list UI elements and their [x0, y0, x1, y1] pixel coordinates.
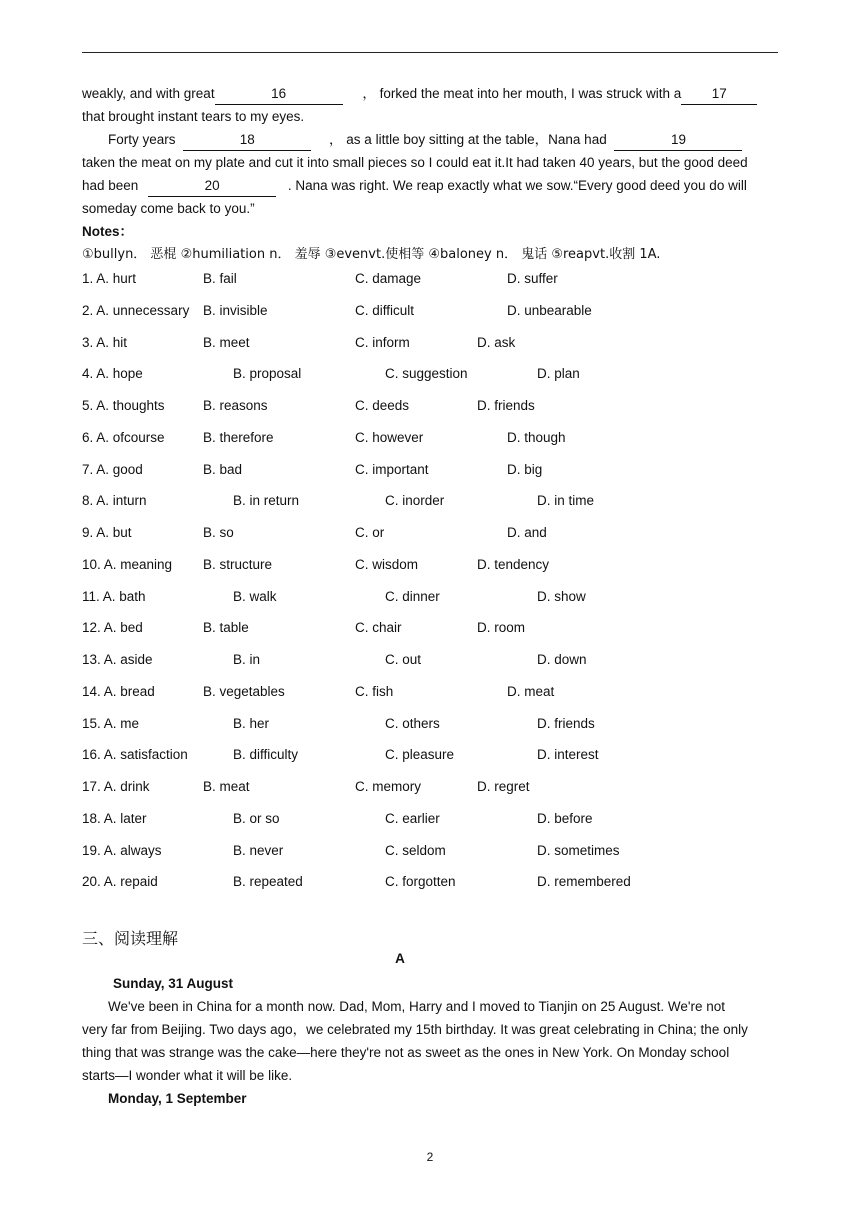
page-number: 2 — [426, 1150, 434, 1164]
question-2-option-a[interactable]: 2. A. unnecessary — [82, 302, 190, 318]
question-20-option-a[interactable]: 20. A. repaid — [82, 874, 158, 890]
question-10-option-c[interactable]: C. wisdom — [355, 556, 419, 572]
passage-text: weakly, and with great — [82, 86, 215, 101]
question-19-option-d[interactable]: D. sometimes — [537, 842, 620, 858]
question-18-option-a[interactable]: 18. A. later — [82, 810, 147, 826]
question-4-option-d[interactable]: D. plan — [537, 366, 580, 382]
question-2-option-c[interactable]: C. difficult — [355, 302, 415, 318]
question-8-option-c[interactable]: C. inorder — [385, 493, 445, 509]
question-17-option-d[interactable]: D. regret — [477, 779, 530, 794]
passage-line-4: taken the meat on my plate and cut it into small pieces so I could eat it.It had taken 40 years, but the good deed — [82, 155, 748, 170]
question-1-option-a[interactable]: 1. A. hurt — [82, 271, 137, 286]
question-10-option-a[interactable]: 10. A. meaning — [82, 556, 173, 572]
passage-line-1 — [82, 84, 757, 105]
question-1-option-b[interactable]: B. fail — [203, 271, 237, 286]
question-5-option-b[interactable]: B. reasons — [203, 398, 268, 413]
diary-date-1: Sunday, 31 August — [113, 976, 234, 991]
passage-line-6: someday come back to you.” — [82, 201, 255, 216]
question-2-option-b[interactable]: B. invisible — [203, 302, 268, 318]
question-10-option-b[interactable]: B. structure — [203, 556, 273, 572]
question-13-option-a[interactable]: 13. A. aside — [82, 652, 153, 667]
question-19-option-b[interactable]: B. never — [233, 842, 284, 858]
question-3-option-c[interactable]: C. inform — [355, 334, 410, 350]
passage-text: . Nana was right. We reap exactly what we sow.“Every good deed you do will — [287, 178, 747, 193]
passage-text: ， as a little boy sitting at the table，Nana had — [329, 132, 607, 147]
question-20-option-c[interactable]: C. forgotten — [385, 874, 456, 890]
reading-line-2: very far from Beijing. Two days ago，we celebrated my 15th birthday. It was great celebrating in China; the only — [82, 1022, 748, 1037]
blank-16[interactable]: 16 — [215, 84, 343, 105]
question-18-option-d[interactable]: D. before — [537, 810, 593, 826]
question-7-option-c[interactable]: C. important — [355, 461, 429, 477]
question-5-option-a[interactable]: 5. A. thoughts — [82, 398, 165, 413]
question-14-option-b[interactable]: B. vegetables — [203, 683, 285, 699]
question-3-option-a[interactable]: 3. A. hit — [82, 334, 128, 350]
question-12-option-d[interactable]: D. room — [477, 620, 526, 636]
question-12-option-c[interactable]: C. chair — [355, 620, 402, 636]
question-18-option-c[interactable]: C. earlier — [385, 810, 440, 826]
question-11-option-d[interactable]: D. show — [537, 588, 586, 604]
question-17-option-a[interactable]: 17. A. drink — [82, 779, 150, 794]
passage-text: Forty years — [108, 132, 176, 147]
question-9-option-b[interactable]: B. so — [203, 525, 234, 540]
question-8-option-b[interactable]: B. in return — [233, 493, 300, 509]
question-9-option-d[interactable]: D. and — [507, 525, 547, 540]
question-8-option-a[interactable]: 8. A. inturn — [82, 493, 147, 509]
blank-20[interactable]: 20 — [148, 176, 276, 197]
question-4-option-c[interactable]: C. suggestion — [385, 366, 468, 382]
reading-line-3: thing that was strange was the cake—here they're not as sweet as the ones in New York. On Monday school — [82, 1045, 730, 1060]
passage-text: had been — [82, 178, 139, 193]
question-15-option-c[interactable]: C. others — [385, 715, 440, 731]
question-10-option-d[interactable]: D. tendency — [477, 556, 550, 572]
notes-title: Notes： — [82, 224, 134, 239]
reading-line-1: We've been in China for a month now. Dad, Mom, Harry and I moved to Tianjin on 25 August. We're not — [108, 999, 725, 1014]
question-7-option-d[interactable]: D. big — [507, 461, 543, 477]
question-14-option-c[interactable]: C. fish — [355, 683, 394, 699]
question-4-option-a[interactable]: 4. A. hope — [82, 366, 143, 382]
question-4-option-b[interactable]: B. proposal — [233, 366, 302, 382]
question-20-option-b[interactable]: B. repeated — [233, 874, 303, 890]
question-7-option-a[interactable]: 7. A. good — [82, 461, 143, 477]
question-16-option-c[interactable]: C. pleasure — [385, 747, 455, 763]
section-title: 三、阅读理解 — [82, 929, 179, 948]
question-15-option-d[interactable]: D. friends — [537, 715, 595, 731]
notes-items: ①bullyn． 恶棍 ②humiliation n． 羞辱 ③evenvt.使相等 ④baloney n． 鬼话 ⑤reapvt.收割 1A. — [82, 247, 661, 262]
question-11-option-c[interactable]: C. dinner — [385, 588, 440, 604]
question-3-option-b[interactable]: B. meet — [203, 334, 250, 350]
question-15-option-b[interactable]: B. her — [233, 715, 270, 731]
question-2-option-d[interactable]: D. unbearable — [507, 302, 592, 318]
question-16-option-d[interactable]: D. interest — [537, 747, 599, 763]
question-11-option-a[interactable]: 11. A. bath — [82, 588, 146, 604]
question-5-option-d[interactable]: D. friends — [477, 398, 535, 413]
question-12-option-a[interactable]: 12. A. bed — [82, 620, 143, 636]
blank-17[interactable]: 17 — [681, 84, 757, 105]
blank-18[interactable]: 18 — [183, 130, 311, 151]
header-rule — [82, 52, 778, 53]
passage-line-2: that brought instant tears to my eyes. — [82, 109, 305, 124]
diary-date-2: Monday, 1 September — [108, 1091, 247, 1106]
question-1-option-d[interactable]: D. suffer — [507, 271, 558, 286]
question-13-option-b[interactable]: B. in — [233, 652, 261, 667]
question-14-option-d[interactable]: D. meat — [507, 683, 555, 699]
question-12-option-b[interactable]: B. table — [203, 620, 249, 636]
question-6-option-c[interactable]: C. however — [355, 429, 424, 445]
question-6-option-d[interactable]: D. though — [507, 429, 566, 445]
question-13-option-d[interactable]: D. down — [537, 652, 587, 667]
question-11-option-b[interactable]: B. walk — [233, 588, 277, 604]
question-6-option-a[interactable]: 6. A. ofcourse — [82, 429, 165, 445]
part-label: A — [395, 951, 405, 966]
question-15-option-a[interactable]: 15. A. me — [82, 715, 140, 731]
reading-line-4: starts—I wonder what it will be like. — [82, 1068, 293, 1083]
question-16-option-b[interactable]: B. difficulty — [233, 747, 299, 763]
question-8-option-d[interactable]: D. in time — [537, 493, 595, 509]
question-6-option-b[interactable]: B. therefore — [203, 429, 274, 445]
question-16-option-a[interactable]: 16. A. satisfaction — [82, 747, 188, 763]
passage-text: ， forked the meat into her mouth, I was struck with a — [362, 86, 682, 101]
passage-line-5 — [82, 176, 747, 197]
question-9-option-a[interactable]: 9. A. but — [82, 525, 132, 540]
question-17-option-c[interactable]: C. memory — [355, 779, 422, 794]
question-9-option-c[interactable]: C. or — [355, 525, 385, 540]
question-14-option-a[interactable]: 14. A. bread — [82, 683, 155, 699]
question-18-option-b[interactable]: B. or so — [233, 810, 280, 826]
question-17-option-b[interactable]: B. meat — [203, 779, 250, 794]
question-3-option-d[interactable]: D. ask — [477, 334, 516, 350]
question-7-option-b[interactable]: B. bad — [203, 461, 243, 477]
passage-line-3 — [108, 130, 742, 151]
blank-19[interactable]: 19 — [614, 130, 742, 151]
question-13-option-c[interactable]: C. out — [385, 652, 422, 667]
question-5-option-c[interactable]: C. deeds — [355, 398, 410, 413]
question-19-option-a[interactable]: 19. A. always — [82, 842, 162, 858]
question-20-option-d[interactable]: D. remembered — [537, 874, 631, 890]
question-19-option-c[interactable]: C. seldom — [385, 842, 446, 858]
question-1-option-c[interactable]: C. damage — [355, 271, 422, 286]
